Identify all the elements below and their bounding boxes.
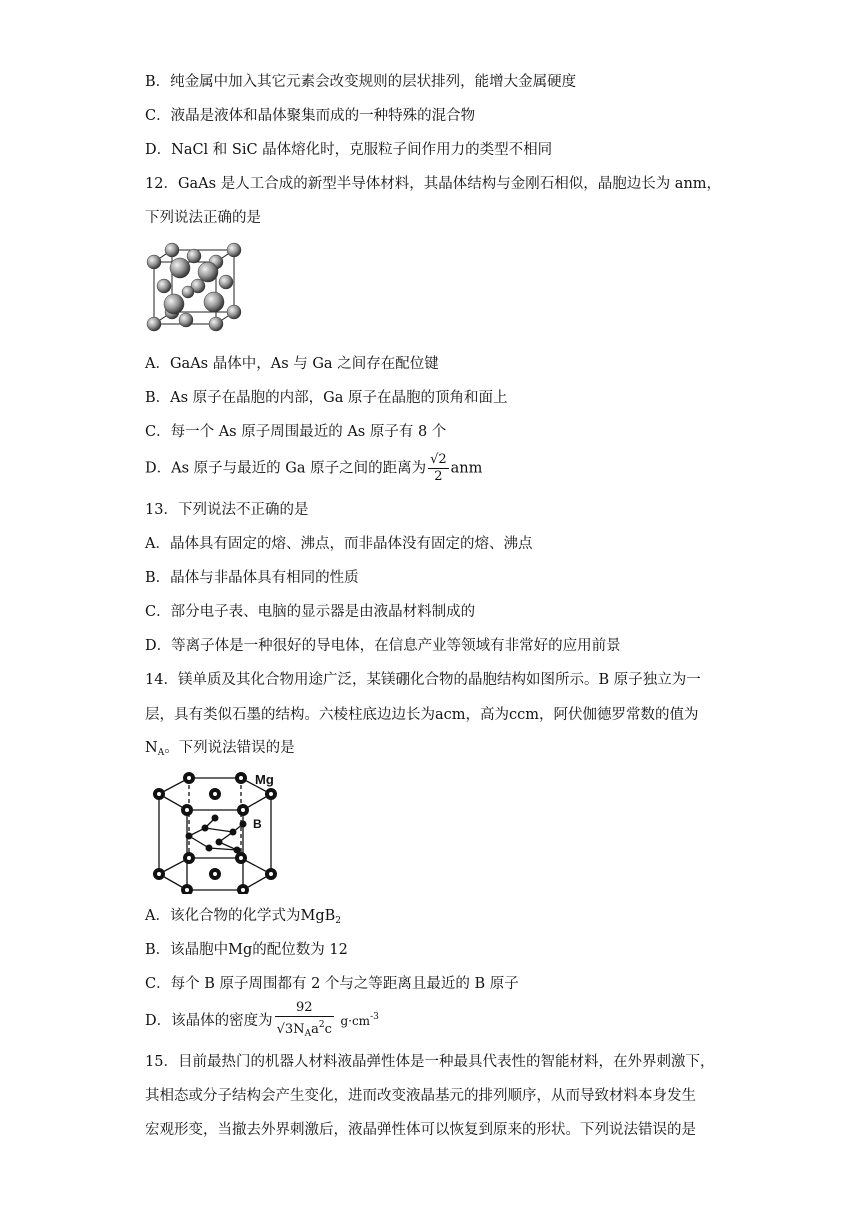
q13-option-a: A．晶体具有固定的熔、沸点，而非晶体没有固定的熔、沸点 — [145, 536, 533, 552]
avogadro-subscript: A — [157, 748, 165, 758]
q14-option-a-text: A．该化合物的化学式为MgB — [145, 908, 336, 924]
q14-stem-line2: 层，具有类似石墨的结构。六棱柱底边边长为acm，高为ccm，阿伏伽德罗常数的值为 — [145, 707, 699, 723]
q12-option-c: C．每一个 As 原子周围最近的 As 原子有 8 个 — [145, 424, 447, 440]
mgb2-crystal-figure — [145, 770, 305, 894]
q14-stem-tail: 。下列说法错误的是 — [164, 740, 295, 756]
q13-stem: 13．下列说法不正确的是 — [145, 502, 309, 518]
q11-option-b: B．纯金属中加入其它元素会改变规则的层状排列，能增大金属硬度 — [145, 74, 577, 90]
q14-stem-line1: 14．镁单质及其化合物用途广泛，某镁硼化合物的晶胞结构如图所示。B 原子独立为一 — [145, 672, 701, 688]
q12-option-d — [145, 452, 482, 485]
fraction-numerator: √2 — [430, 452, 447, 467]
b-label: B — [253, 817, 262, 831]
q14-option-a — [145, 906, 341, 931]
q14-option-b: B．该晶胞中Mg的配位数为 12 — [145, 942, 348, 958]
q14-option-d — [145, 1000, 379, 1042]
q14-stem-line3 — [145, 738, 295, 763]
q12-stem-line1: 12．GaAs 是人工合成的新型半导体材料，其晶体结构与金刚石相似，晶胞边长为 anm， — [145, 176, 722, 192]
density-unit: g·cm — [340, 1014, 371, 1028]
gaas-crystal-figure — [142, 240, 246, 340]
q14-option-a-subscript: 2 — [335, 916, 341, 926]
q14-option-d-fraction — [275, 1000, 334, 1042]
avogadro-symbol: N — [145, 740, 158, 756]
density-unit-exponent: -3 — [370, 1012, 379, 1022]
q12-option-a: A．GaAs 晶体中，As 与 Ga 之间存在配位键 — [145, 356, 439, 372]
q11-option-c: C．液晶是液体和晶体聚集而成的一种特殊的混合物 — [145, 108, 476, 124]
q12-option-d-fraction — [428, 452, 449, 485]
q12-option-d-unit: anm — [450, 460, 483, 477]
q12-option-d-text: D．As 原子与最近的 Ga 原子之间的距离为 — [145, 460, 427, 477]
q11-option-d: D．NaCl 和 SiC 晶体熔化时，克服粒子间作用力的类型不相同 — [145, 142, 553, 158]
q15-stem-line1: 15．目前最热门的机器人材料液晶弹性体是一种最具代表性的智能材料，在外界刺激下， — [145, 1054, 715, 1070]
q13-option-d: D．等离子体是一种很好的导电体，在信息产业等领域有非常好的应用前景 — [145, 638, 621, 654]
q12-stem-line2: 下列说法正确的是 — [145, 210, 261, 226]
q13-option-c: C．部分电子表、电脑的显示器是由液晶材料制成的 — [145, 604, 476, 620]
fraction-denominator: 2 — [434, 469, 443, 484]
q13-option-b: B．晶体与非晶体具有相同的性质 — [145, 570, 359, 586]
q15-stem-line2: 其相态或分子结构会产生变化，进而改变液晶基元的排列顺序，从而导致材料本身发生 — [145, 1088, 696, 1104]
q14-option-d-text: D．该晶体的密度为 — [145, 1013, 273, 1029]
fraction-numerator: 92 — [275, 1000, 334, 1017]
mg-label: Mg — [255, 772, 274, 787]
fraction-denominator: $√3N_Aa^2c$ — [276, 1020, 332, 1039]
q15-stem-line3: 宏观形变，当撤去外界刺激后，液晶弹性体可以恢复到原来的形状。下列说法错误的是 — [145, 1122, 696, 1138]
q14-option-c: C．每个 B 原子周围都有 2 个与之等距离且最近的 B 原子 — [145, 976, 519, 992]
q12-option-b: B．As 原子在晶胞的内部，Ga 原子在晶胞的顶角和面上 — [145, 390, 508, 406]
